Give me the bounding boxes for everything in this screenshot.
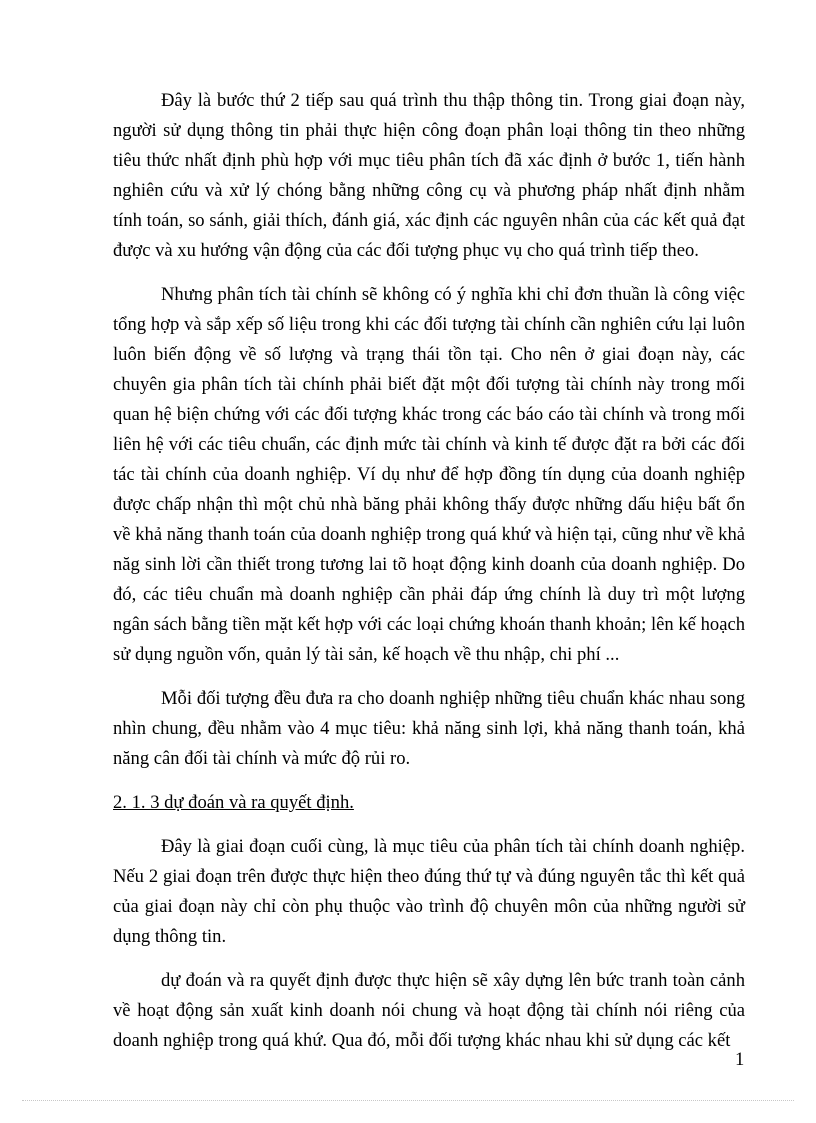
paragraph-financial-analysis: Nhưng phân tích tài chính sẽ không có ý nghĩa khi chỉ đơn thuần là công việc tổng hợp và sắp xếp số liệu trong khi các đối tượng tài chính cần nghiên cứu lại luôn luôn biến động về số lượng và trạng thái tồn tại. Cho nên ở giai đoạn này, các chuyên gia phân tích tài chính phải biết đặt một đối tượng tài chính này trong mối quan hệ biện chứng với các đối tượng khác trong các báo cáo tài chính và trong mối liên hệ với các tiêu chuẩn, các định mức tài chính và kinh tế được đặt ra bởi các đối tác tài chính của doanh nghiệp. Ví dụ như để hợp đồng tín dụng của doanh nghiệp được chấp nhận thì một chủ nhà băng phải không thấy được những dấu hiệu bất ổn về khả năng thanh toán của doanh nghiệp trong quá khứ và hiện tại, cũng như về khả năg sinh lời cần thiết trong tương lai tõ hoạt động kinh doanh của doanh nghiệp. Do đó, các tiêu chuẩn mà doanh nghiệp cần phải đáp ứng chính là duy trì một lượng ngân sách bằng tiền mặt kết hợp với các loại chứng khoán thanh khoản; lên kế hoạch sử dụng nguồn vốn, quản lý tài sản, kế hoạch về thu nhập, chi phí ... xyxy=(113,284,745,665)
paragraph-objectives: Mỗi đối tượng đều đưa ra cho doanh nghiệp những tiêu chuẩn khác nhau song nhìn chung, đều nhằm vào 4 mục tiêu: khả năng sinh lợi, khả năng thanh toán, khả năng cân đối tài chính và mức độ rủi ro. xyxy=(113,688,745,769)
paragraph-forecast-decision: dự đoán và ra quyết định được thực hiện sẽ xây dựng lên bức tranh toàn cảnh về hoạt động sản xuất kinh doanh nói chung và hoạt động tài chính nói riêng của doanh nghiệp trong quá khứ. Qua đó, mỗi đối tượng khác nhau khi sử dụng các kết xyxy=(113,970,745,1051)
footer-divider xyxy=(22,1100,794,1101)
section-heading: 2. 1. 3 dự đoán và ra quyết định. xyxy=(113,792,354,813)
paragraph-analysis-step: Đây là bước thứ 2 tiếp sau quá trình thu thập thông tin. Trong giai đoạn này, người sử dụng thông tin phải thực hiện công đoạn phân loại thông tin theo những tiêu thức nhất định phù hợp với mục tiêu phân tích đã xác định ở bước 1, tiến hành nghiên cứu và xử lý chóng bằng những công cụ và phương pháp nhất định nhằm tính toán, so sánh, giải thích, đánh giá, xác định các nguyên nhân của các kết quả đạt được và xu hướng vận động của các đối tượng phục vụ cho quá trình tiếp theo. xyxy=(113,90,745,261)
page-number: 1 xyxy=(735,1049,745,1070)
document-body xyxy=(113,86,745,1070)
paragraph-final-stage: Đây là giai đoạn cuối cùng, là mục tiêu của phân tích tài chính doanh nghiệp. Nếu 2 giai đoạn trên được thực hiện theo đúng thứ tự và đúng nguyên tắc thì kết quả của giai đoạn này chỉ còn phụ thuộc vào trình độ chuyên môn của những người sử dụng thông tin. xyxy=(113,836,745,947)
